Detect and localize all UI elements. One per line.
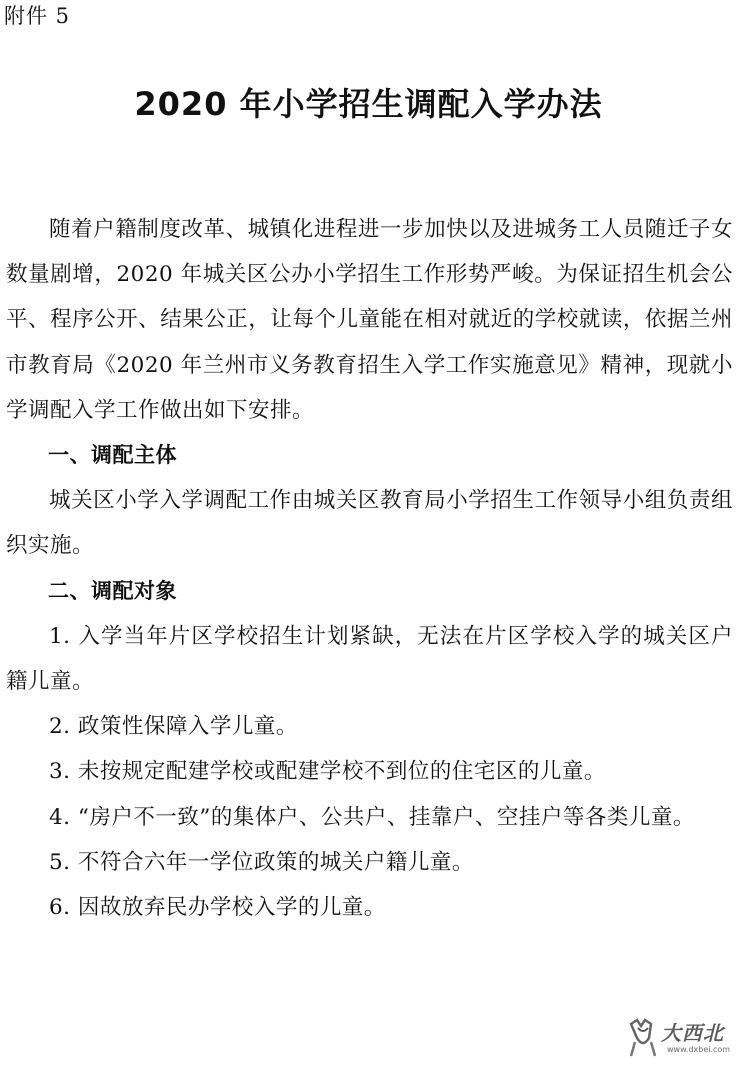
target-item-6: 6. 因故放弃民办学校入学的儿童。: [49, 895, 386, 921]
target-item-5: 5. 不符合六年一学位政策的城关户籍儿童。: [49, 849, 474, 875]
target-item-4: 4. “房户不一致”的集体户、公共户、挂靠户、空挂户等各类儿童。: [49, 804, 695, 830]
document-title: 2020 年小学招生调配入学办法: [134, 85, 603, 123]
section-heading-subject: 一、调配主体: [48, 443, 177, 468]
site-watermark: [627, 1015, 731, 1061]
section-heading-targets: 二、调配对象: [48, 578, 177, 603]
watermark-url: www.dxbei.com: [667, 1045, 731, 1054]
target-item-2: 2. 政策性保障入学儿童。: [49, 714, 298, 740]
target-item-3: 3. 未按规定配建学校或配建学校不到位的住宅区的儿童。: [49, 759, 606, 785]
intro-paragraph: 随着户籍制度改革、城镇化进程进一步加快以及进城务工人员随迁子女数量剧增，2020 年城关区公办小学招生工作形势严峻。为保证招生机会公平、程序公开、结果公正，让每个儿童能在相对就近的学校就读，依据兰州市教育局《2020 年兰州市义务教育招生入学工作实施意见》精神，现就小学调配入学工作做出如下安排。: [6, 217, 733, 423]
subject-paragraph: 城关区小学入学调配工作由城关区教育局小学招生工作领导小组负责组织实施。: [6, 488, 733, 559]
target-item-1: 1. 入学当年片区学校招生计划紧缺，无法在片区学校入学的城关区户籍儿童。: [6, 623, 733, 695]
document-body: [6, 207, 733, 930]
watermark-text: 大西北: [661, 1021, 724, 1045]
attachment-label: 附件 5: [4, 4, 71, 28]
dxbei-logo-icon: [627, 1018, 659, 1058]
